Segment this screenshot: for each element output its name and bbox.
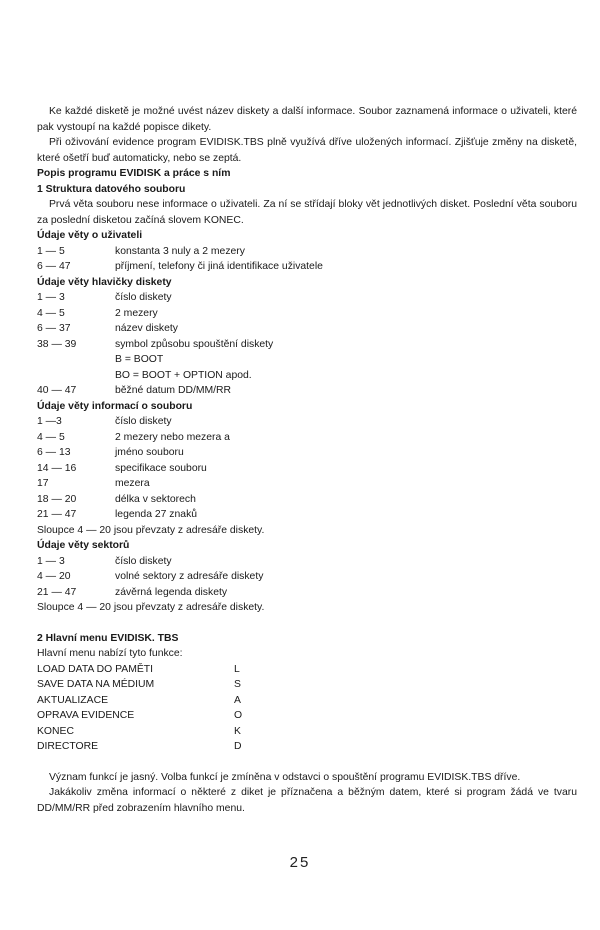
field-row: [37, 585, 577, 601]
field-description: číslo diskety: [115, 416, 172, 427]
field-description: číslo diskety: [115, 555, 172, 567]
field-row: [37, 337, 577, 353]
menu-list: [37, 662, 577, 755]
field-description: příjmení, telefony či jiná identifikace uživatele: [115, 261, 323, 272]
field-description: konstanta 3 nuly a 2 mezery: [115, 245, 245, 257]
field-range: 6 — 37: [37, 323, 71, 334]
field-description: mezera: [115, 478, 150, 489]
header-record-list: [37, 290, 577, 399]
field-description: B = BOOT: [115, 354, 164, 365]
file-record-heading: Údaje věty informací o souboru: [37, 400, 193, 412]
field-row: [37, 290, 577, 306]
s2-heading: 2 Hlavní menu EVIDISK. TBS: [37, 632, 179, 644]
field-row: [37, 321, 577, 337]
menu-item-name: AKTUALIZACE: [37, 694, 109, 706]
menu-item: [37, 708, 577, 724]
field-row: [37, 569, 577, 585]
spacer: [37, 616, 577, 631]
field-range: 18 — 20: [37, 493, 77, 505]
s1-text: Prvá věta souboru nese informace o uživateli. Za ní se střídají bloky vět jednotlivých disket. Poslední věta souboru za poslední disketou začíná slovem KONEC.: [37, 199, 577, 226]
field-row: [37, 507, 577, 523]
user-record-list: [37, 244, 577, 275]
field-range: 4 — 20: [37, 571, 71, 582]
outro-paragraph-2: Jakákoliv změna informací o některé z diket je příznačena a běžným datem, které si program žádá ve tvaru DD/MM/RR před zobrazením hlavního menu.: [37, 787, 577, 814]
menu-item: [37, 662, 577, 678]
field-row: [37, 352, 577, 368]
menu-item-name: DIRECTORE: [37, 741, 99, 752]
menu-item-key: K: [234, 725, 241, 737]
field-description: jméno souboru: [115, 447, 184, 458]
field-row: [37, 461, 577, 477]
menu-item: [37, 693, 577, 709]
menu-item-key: L: [234, 663, 240, 675]
field-row: [37, 430, 577, 446]
field-range: 21 — 47: [37, 509, 77, 520]
field-description: symbol způsobu spouštění diskety: [115, 338, 274, 350]
menu-item-key: S: [234, 679, 241, 690]
page-number: 25: [289, 854, 311, 871]
menu-item: [37, 677, 577, 693]
field-range: 1 — 3: [37, 555, 65, 567]
field-range: 4 — 5: [37, 307, 65, 319]
field-range: 1 —3: [37, 416, 62, 427]
menu-item: [37, 724, 577, 740]
field-row: [37, 414, 577, 430]
field-description: číslo diskety: [115, 292, 172, 303]
file-record-list: [37, 414, 577, 523]
field-description: 2 mezery: [115, 307, 158, 319]
section-heading: Popis programu EVIDISK a práce s ním: [37, 168, 231, 179]
field-range: 38 — 39: [37, 338, 77, 350]
field-range: 6 — 13: [37, 447, 71, 458]
field-range: [37, 368, 115, 384]
menu-item-key: O: [234, 710, 243, 721]
sector-record-note: Sloupce 4 — 20 jsou převzaty z adresáře diskety.: [37, 602, 265, 613]
menu-item-name: OPRAVA EVIDENCE: [37, 710, 135, 721]
field-description: 2 mezery nebo mezera a: [115, 431, 230, 443]
menu-item-name: SAVE DATA NA MÉDIUM: [37, 679, 155, 690]
header-record-heading: Údaje věty hlavičky diskety: [37, 276, 172, 288]
field-row: [37, 259, 577, 275]
intro-paragraph-2: Při oživování evidence program EVIDISK.TBS plně využívá dříve uložených informací. Zjišťuje změny na disketě, které ošetří buď automaticky, nebo se zeptá.: [37, 137, 577, 164]
menu-item: [37, 739, 577, 755]
menu-item-key: A: [234, 694, 241, 706]
field-row: [37, 306, 577, 322]
field-row: [37, 383, 577, 399]
page-content: [37, 104, 577, 816]
field-description: závěrná legenda diskety: [115, 586, 228, 598]
outro-paragraph-1: Význam funkcí je jasný. Volba funkcí je zmíněna v odstavci o spouštění programu EVIDISK.TBS dříve.: [49, 771, 521, 783]
field-range: 6 — 47: [37, 261, 71, 272]
field-range: 40 — 47: [37, 385, 77, 396]
field-range: 4 — 5: [37, 431, 65, 443]
field-range: 17: [37, 478, 49, 489]
field-range: 14 — 16: [37, 462, 77, 474]
field-description: délka v sektorech: [115, 493, 196, 505]
intro-paragraph-1: Ke každé disketě je možné uvést název diskety a další informace. Soubor zaznamená informace o uživateli, které pak vystoupí na každé popisce dikety.: [37, 106, 577, 133]
field-range: 1 — 3: [37, 292, 65, 303]
s2-intro: Hlavní menu nabízí tyto funkce:: [37, 648, 183, 659]
field-row: [37, 368, 577, 384]
field-description: legenda 27 znaků: [115, 509, 198, 520]
field-range: 1 — 5: [37, 245, 65, 257]
field-row: [37, 244, 577, 260]
field-range: [37, 352, 115, 368]
field-description: BO = BOOT + OPTION apod.: [115, 369, 252, 381]
field-row: [37, 445, 577, 461]
menu-item-name: KONEC: [37, 725, 74, 737]
sector-record-heading: Údaje věty sektorů: [37, 540, 130, 551]
field-row: [37, 476, 577, 492]
menu-item-name: LOAD DATA DO PAMĚTI: [37, 663, 154, 675]
menu-item-key: D: [234, 741, 242, 752]
field-description: specifikace souboru: [115, 462, 207, 474]
field-description: název diskety: [115, 323, 178, 334]
file-record-note: Sloupce 4 — 20 jsou převzaty z adresáře diskety.: [37, 524, 265, 536]
spacer: [37, 755, 577, 770]
field-row: [37, 554, 577, 570]
field-range: 21 — 47: [37, 586, 77, 598]
field-description: volné sektory z adresáře diskety: [115, 571, 264, 582]
sector-record-list: [37, 554, 577, 601]
s1-heading: 1 Struktura datového souboru: [37, 183, 186, 195]
field-description: běžné datum DD/MM/RR: [115, 385, 232, 396]
user-record-heading: Údaje věty o uživateli: [37, 230, 143, 241]
field-row: [37, 492, 577, 508]
